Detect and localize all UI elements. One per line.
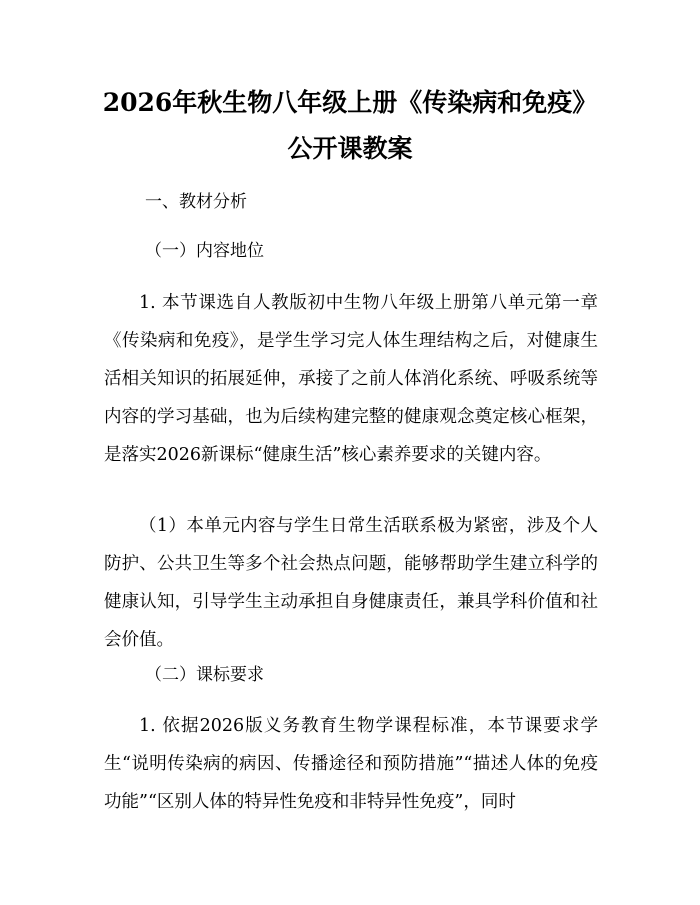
subsection-heading-content-position: （一）内容地位 — [145, 241, 264, 261]
paragraph-content-position: 1. 本节课选自人教版初中生物八年级上册第八单元第一章《传染病和免疫》，是学生学习完人体生理结构之后，对健康生活相关知识的拓展延伸，承接了之前人体消化系统、呼吸系统等内容的学习基础，也为后续构建完整的健康观念奠定核心框架，是落实2026新课标“健康生活”核心素养要求的关键内容。 — [104, 293, 598, 465]
document-title-line1: 2026年秋生物八年级上册《传染病和免疫》 — [102, 88, 598, 117]
subsection-heading-curriculum-requirements: （二）课标要求 — [145, 665, 264, 685]
paragraph-unit-relevance: （1）本单元内容与学生日常生活联系极为紧密，涉及个人防护、公共卫生等多个社会热点问题，能够帮助学生建立科学的健康认知，引导学生主动承担自身健康责任，兼具学科价值和社会价值。 — [104, 516, 598, 650]
paragraph-curriculum-requirements: 1. 依据2026版义务教育生物学课程标准，本节课要求学生“说明传染病的病因、传播途径和预防措施”“描述人体的免疫功能”“区别人体的特异性免疫和非特异性免疫”，同时 — [104, 716, 598, 812]
document-title-line2: 公开课教案 — [287, 134, 413, 163]
section-heading-textbook-analysis: 一、教材分析 — [145, 192, 247, 212]
